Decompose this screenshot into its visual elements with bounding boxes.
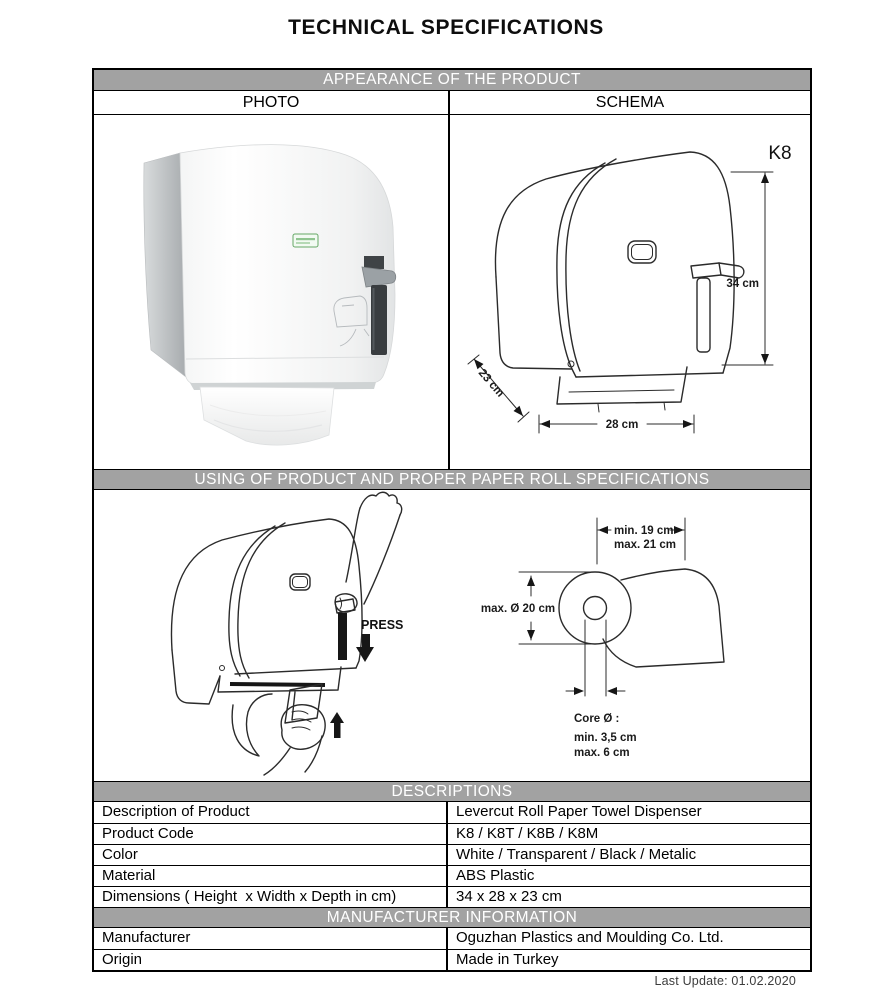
row-value: Levercut Roll Paper Towel Dispenser	[456, 803, 702, 820]
dispenser-usage-outline	[171, 519, 362, 704]
row-label: Dimensions ( Height x Width x Depth in cm)	[94, 887, 448, 907]
dimension-depth	[468, 355, 529, 422]
pulling-hand	[232, 684, 325, 775]
row-value: Oguzhan Plastics and Moulding Co. Ltd.	[456, 929, 724, 946]
dim-depth-label: 23 cm	[475, 367, 507, 400]
table-row	[94, 802, 810, 823]
row-label: Manufacturer	[94, 928, 448, 949]
table-row	[94, 949, 810, 970]
roll-width-max-label: max. 21 cm	[614, 539, 677, 551]
usage-row	[94, 490, 810, 781]
product-photo-cell	[94, 115, 448, 469]
manufacturer-table	[94, 928, 810, 970]
row-value: Made in Turkey	[456, 951, 559, 968]
roll-width-min-label: min. 19 cm	[614, 525, 674, 537]
lever-bar	[338, 613, 347, 660]
dim-width-label: 28 cm	[605, 419, 639, 431]
appearance-row	[94, 115, 810, 469]
roll-width-dimension	[597, 518, 685, 564]
row-label: Origin	[94, 950, 448, 970]
table-row	[94, 823, 810, 844]
roll-diameter-dimension	[481, 572, 592, 644]
column-header-row	[94, 91, 810, 115]
section-header-usage: USING OF PRODUCT AND PROPER PAPER ROLL SPECIFICATIONS	[94, 469, 810, 490]
core-max-label: max. 6 cm	[574, 747, 630, 759]
press-label: PRESS	[361, 618, 404, 632]
row-value: 34 x 28 x 23 cm	[456, 888, 562, 905]
pull-up-arrow-icon	[330, 712, 344, 738]
model-code: K8	[768, 143, 792, 164]
row-value: White / Transparent / Black / Metalic	[456, 846, 697, 863]
roll-diameter-label: max. Ø 20 cm	[480, 603, 556, 615]
section-header-manufacturer: MANUFACTURER INFORMATION	[94, 907, 810, 928]
core-label: Core Ø :	[574, 713, 620, 725]
product-schema-cell	[448, 115, 810, 469]
descriptions-table	[94, 802, 810, 907]
paper-roll-outline	[559, 569, 724, 667]
paper-roll-spec-drawing	[462, 490, 792, 780]
product-schema-drawing	[450, 115, 810, 469]
dimension-width	[539, 415, 694, 433]
footer-note: Last Update: 01.02.2020	[654, 974, 796, 988]
row-label: Product Code	[94, 824, 448, 844]
core-diameter-dimension	[566, 620, 637, 759]
section-header-descriptions: DESCRIPTIONS	[94, 781, 810, 802]
row-label: Color	[94, 845, 448, 865]
page-title: TECHNICAL SPECIFICATIONS	[288, 16, 604, 39]
photo-column-header: PHOTO	[242, 94, 300, 111]
core-min-label: min. 3,5 cm	[574, 732, 637, 744]
section-header-appearance: APPEARANCE OF THE PRODUCT	[94, 70, 810, 91]
dim-height-label: 34 cm	[726, 278, 759, 290]
table-row	[94, 865, 810, 886]
brand-label	[293, 234, 318, 247]
row-label: Description of Product	[94, 802, 448, 823]
row-label: Material	[94, 866, 448, 886]
dispenser-outline	[495, 152, 743, 412]
dispenser-photo-illustration	[144, 145, 396, 445]
row-value: K8 / K8T / K8B / K8M	[456, 825, 599, 842]
press-down-arrow-icon	[356, 634, 374, 662]
table-row	[94, 844, 810, 865]
spec-table	[92, 68, 812, 972]
usage-press-drawing	[132, 490, 462, 781]
table-row	[94, 928, 810, 949]
product-photo	[94, 115, 448, 469]
row-value: ABS Plastic	[456, 867, 535, 884]
table-row	[94, 886, 810, 907]
schema-column-header: SCHEMA	[448, 91, 810, 114]
